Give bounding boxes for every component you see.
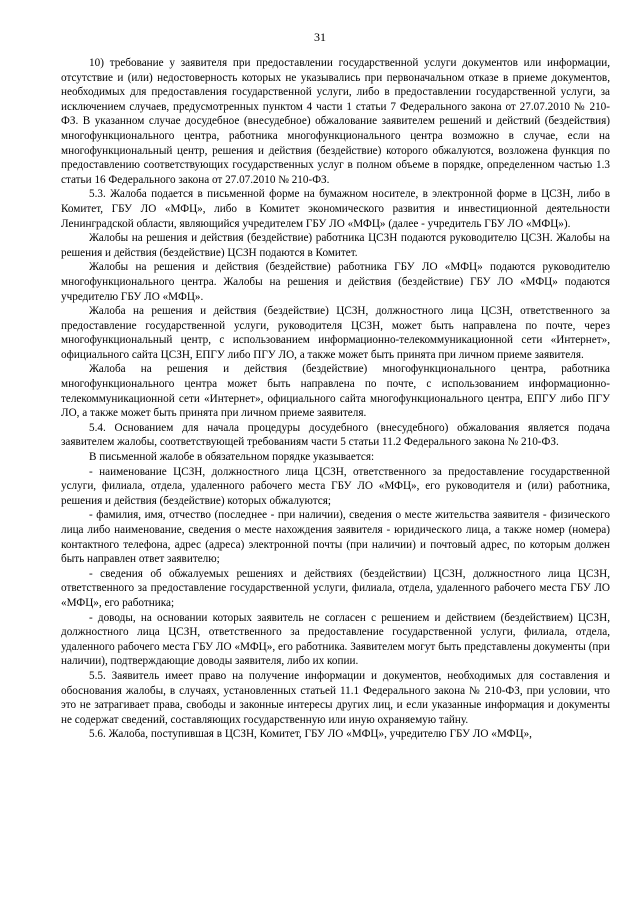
paragraph-5-3: 5.3. Жалоба подается в письменной форме на бумажном носителе, в электронной форме в ЦСЗН, либо в Комитет, ГБУ ЛО «МФЦ», либо в Комитет экономического развития и инвестиционной деятельности Ленинградской области, являющийся учредителем ГБУ ЛО «МФЦ» (далее - учредитель ГБУ ЛО «МФЦ»).: [61, 188, 610, 230]
paragraph-required-fields-intro: В письменной жалобе в обязательном порядке указывается:: [89, 451, 375, 464]
list-item-applicant-details: - фамилия, имя, отчество (последнее - при наличии), сведения о месте жительства заявителя - физического лица либо наименование, сведения о месте нахождения заявителя - юридического лица, а также номер (номера) контактного телефона, адрес (адреса) электронной почты (при наличии) и почтовый адрес, по которым должен быть направлен ответ заявителю;: [61, 509, 610, 566]
document-body: [61, 56, 610, 742]
paragraph-complaints-mfc: Жалобы на решения и действия (бездействие) работника ГБУ ЛО «МФЦ» подаются руководителю многофункционального центра. Жалобы на решения и действия (бездействие) ГБУ ЛО «МФЦ» подаются учредителю ГБУ ЛО «МФЦ».: [61, 261, 610, 303]
paragraph-5-4: 5.4. Основанием для начала процедуры досудебного (внесудебного) обжалования является подача заявителем жалобы, соответствующей требованиям части 5 статьи 11.2 Федерального закона № 210-ФЗ.: [61, 421, 610, 449]
paragraph-complaint-mfc-channels: Жалоба на решения и действия (бездействие) многофункционального центра, работника многофункционального центра может быть направлена по почте, с использованием информационно-телекоммуникационной сети «Интернет», официального сайта многофункционального центра, ЕПГУ либо ПГУ ЛО, а также может быть принята при личном приеме заявителя.: [61, 363, 610, 420]
list-item-arguments: - доводы, на основании которых заявитель не согласен с решением и действием (бездействием) ЦСЗН, должностного лица ЦСЗН, ответственного за предоставление государственной услуги, филиала, отдела, удаленного рабочего места ГБУ ЛО «МФЦ», его работника. Заявителем могут быть представлены документы (при наличии), подтверждающие доводы заявителя, либо их копии.: [61, 611, 610, 668]
list-item-organization-name: - наименование ЦСЗН, должностного лица ЦСЗН, ответственного за предоставление государственной услуги, филиала, отдела, удаленного рабочего места ГБУ ЛО «МФЦ», его руководителя и (или) работника, решения и действия (бездействие) которых обжалуются;: [61, 465, 610, 507]
paragraph-5-5: 5.5. Заявитель имеет право на получение информации и документов, необходимых для составления и обоснования жалобы, в случаях, установленных статьей 11.1 Федерального закона № 210-ФЗ, при условии, что это не затрагивает права, свободы и законные интересы других лиц, и если указанные информация и документы не содержат сведений, составляющих государственную или иную охраняемую тайну.: [61, 669, 610, 726]
paragraph-complaints-cszn: Жалобы на решения и действия (бездействие) работника ЦСЗН подаются руководителю ЦСЗН. Жалобы на решения и действия (бездействие) ЦСЗН подаются в Комитет.: [61, 232, 610, 259]
page-number: 31: [314, 30, 326, 44]
paragraph-5-6: 5.6. Жалоба, поступившая в ЦСЗН, Комитет, ГБУ ЛО «МФЦ», учредителю ГБУ ЛО «МФЦ»,: [89, 728, 532, 741]
paragraph-complaint-cszn-channels: Жалоба на решения и действия (бездействие) ЦСЗН, должностного лица ЦСЗН, ответственного за предоставление государственной услуги, руководителя ЦСЗН, может быть направлена по почте, через многофункциональный центр, с использованием информационно-телекоммуникационной сети «Интернет», официального сайта ЦСЗН, ЕПГУ либо ПГУ ЛО, а также может быть принята при личном приеме заявителя.: [61, 305, 610, 361]
paragraph-item-10: 10) требование у заявителя при предоставлении государственной услуги документов или информации, отсутствие и (или) недостоверность которых не указывались при первоначальном отказе в приеме документов, необходимых для предоставления государственной услуги, либо в предоставлении государственной услуги, за исключением случаев, предусмотренных пунктом 4 части 1 статьи 7 Федерального закона от 27.07.2010 № 210-ФЗ. В указанном случае досудебное (внесудебное) обжалование заявителем решений и действий (бездействия) многофункционального центра, работника многофункционального центра возможно в случае, если на многофункциональный центр, решения и действия (бездействие) которого обжалуются, возложена функция по предоставлению соответствующих государственных услуг в полном объеме в порядке, определенном частью 1.3 статьи 16 Федерального закона от 27.07.2010 № 210-ФЗ.: [61, 57, 610, 186]
list-item-appealed-decisions: - сведения об обжалуемых решениях и действиях (бездействии) ЦСЗН, должностного лица ЦСЗН, ответственного за предоставление государственной услуги, филиала, отдела, удаленного рабочего места ГБУ ЛО «МФЦ», его работника;: [61, 567, 610, 609]
